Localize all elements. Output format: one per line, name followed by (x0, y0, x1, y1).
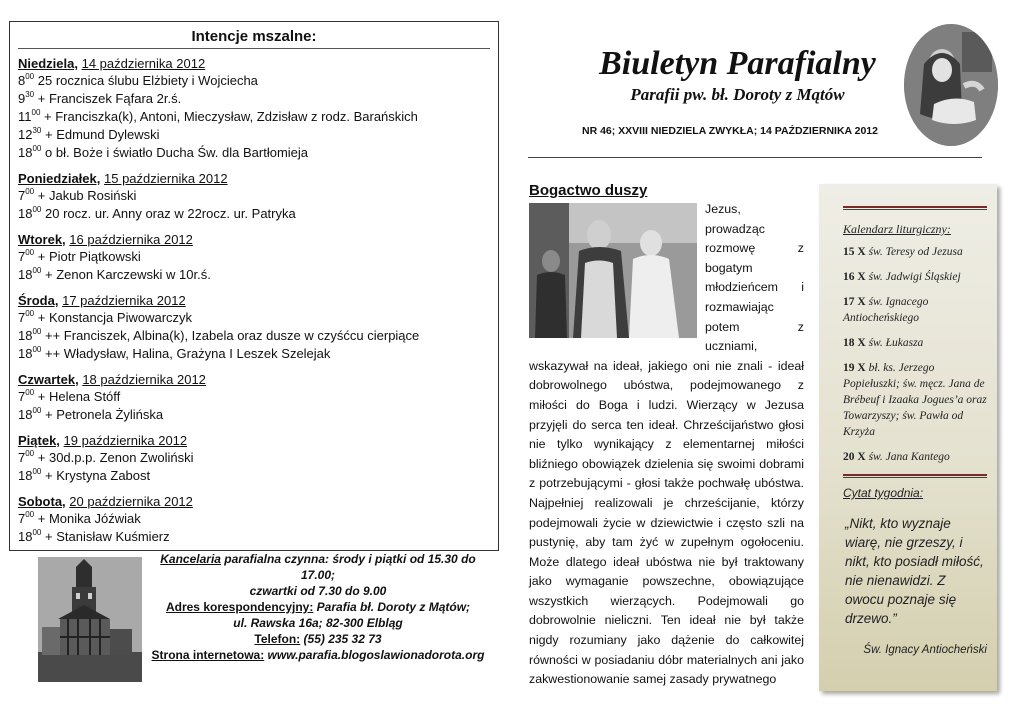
day-date: 18 października 2012 (82, 372, 206, 387)
intention-day-header (18, 231, 490, 248)
intention-hour: 12 (18, 127, 33, 142)
intention-day-header (18, 371, 490, 388)
intention-hour: 11 (18, 109, 32, 124)
intention-row (18, 528, 490, 546)
intention-day (10, 371, 498, 424)
intention-minutes: 00 (32, 204, 42, 214)
intention-day (10, 170, 498, 223)
liturgical-sidebar (819, 184, 997, 691)
intention-hour: 18 (18, 468, 33, 483)
intention-minutes: 00 (25, 186, 35, 196)
intention-row (18, 248, 490, 266)
day-name: Środa, (18, 293, 59, 308)
intention-minutes: 00 (25, 71, 35, 81)
intention-hour: 18 (18, 407, 33, 422)
intention-hour: 18 (18, 206, 33, 221)
article-body (529, 200, 804, 690)
intention-day (10, 55, 498, 162)
day-name: Sobota, (18, 494, 66, 509)
header-divider (528, 157, 982, 158)
painting-illustration (529, 203, 697, 338)
quote-title: Cytat tygodnia: (843, 486, 924, 500)
calendar-date: 17 X (843, 296, 866, 308)
intention-row (18, 345, 490, 363)
intention-minutes: 00 (32, 265, 42, 275)
intention-minutes: 00 (32, 466, 42, 476)
intention-text: + Franciszka(k), Antoni, Mieczysław, Zdzisław z rodz. Barańskich (44, 109, 418, 124)
calendar-date: 18 X (843, 337, 866, 349)
calendar-saint: św. Łukasza (865, 337, 924, 349)
intention-day (10, 292, 498, 363)
calendar-saint: św. Teresy od Jezusa (865, 246, 963, 258)
intention-hour: 18 (18, 145, 33, 160)
intention-hour: 7 (18, 310, 26, 325)
mass-intentions-box (9, 21, 499, 551)
intention-text: ++ Władysław, Halina, Grażyna I Leszek Szelejak (45, 346, 331, 361)
intention-row (18, 327, 490, 345)
intention-text: + Stanisław Kuśmierz (45, 529, 170, 544)
intention-minutes: 30 (32, 125, 42, 135)
intention-row (18, 266, 490, 284)
intention-row (18, 90, 490, 108)
intention-text: + Monika Jóźwiak (37, 511, 141, 526)
calendar-saint: św. Jadwigi Śląskiej (865, 271, 961, 283)
intention-hour: 18 (18, 529, 33, 544)
intention-text: + Zenon Karczewski w 10r.ś. (45, 267, 211, 282)
intention-row (18, 406, 490, 424)
intention-day (10, 231, 498, 284)
intention-text: ++ Franciszek, Albina(k), Izabela oraz dusze w czyśćcu cierpiące (45, 328, 420, 343)
intentions-days (10, 55, 498, 546)
office-hours-label-rest: parafialna czynna: (220, 552, 330, 566)
intention-day-header (18, 432, 490, 449)
intention-text: + 30d.p.p. Zenon Zwoliński (37, 450, 194, 465)
day-date: 20 października 2012 (69, 494, 193, 509)
intention-text: 20 rocz. ur. Anny oraz w 22rocz. ur. Patryka (45, 206, 296, 221)
day-name: Poniedziałek, (18, 171, 101, 186)
phone-line (148, 631, 488, 647)
intention-hour: 18 (18, 346, 33, 361)
intention-text: + Helena Stóff (37, 389, 121, 404)
intention-day (10, 432, 498, 485)
phone-label: Telefon: (254, 632, 301, 646)
intention-hour: 8 (18, 73, 26, 88)
intention-hour: 7 (18, 511, 26, 526)
intention-minutes: 30 (25, 89, 35, 99)
intention-minutes: 00 (25, 308, 35, 318)
intention-day-header (18, 493, 490, 510)
phone-value: (55) 235 32 73 (300, 632, 382, 646)
website-line (148, 647, 488, 663)
intention-text: + Jakub Rosiński (37, 188, 137, 203)
church-photo (38, 557, 142, 682)
intention-hour: 7 (18, 188, 26, 203)
intention-hour: 9 (18, 91, 26, 106)
intention-hour: 7 (18, 450, 26, 465)
day-name: Wtorek, (18, 232, 66, 247)
calendar-item (843, 449, 987, 465)
address-line2: ul. Rawska 16a; 82-300 Elbląg (233, 616, 403, 630)
intention-text: + Piotr Piątkowski (37, 249, 141, 264)
day-name: Czwartek, (18, 372, 79, 387)
website-label: Strona internetowa: (151, 648, 265, 662)
dorota-illustration (904, 24, 998, 146)
day-date: 17 października 2012 (62, 293, 186, 308)
intention-row (18, 449, 490, 467)
bulletin-subtitle: Parafii pw. bł. Doroty z Mątów (630, 85, 845, 104)
jesus-young-man-painting (529, 203, 697, 338)
intention-text: + Edmund Dylewski (45, 127, 160, 142)
intention-row (18, 144, 490, 162)
intention-text: + Franciszek Fąfara 2r.ś. (37, 91, 182, 106)
sidebar-top-rule (843, 206, 987, 210)
intention-minutes: 00 (25, 509, 35, 519)
intention-minutes: 00 (32, 527, 42, 537)
intention-text: + Krystyna Zabost (45, 468, 151, 483)
calendar-date: 19 X (843, 362, 866, 374)
calendar-item (843, 269, 987, 285)
intention-hour: 18 (18, 328, 33, 343)
day-name: Piątek, (18, 433, 60, 448)
calendar-date: 20 X (843, 451, 866, 463)
address-label: Adres korespondencyjny: (165, 600, 314, 614)
office-hours-line1 (148, 551, 488, 583)
intention-row (18, 205, 490, 223)
calendar-item (843, 244, 987, 260)
intention-minutes: 00 (25, 387, 35, 397)
article-title: Bogactwo duszy (529, 182, 648, 199)
intention-row (18, 187, 490, 205)
intention-hour: 18 (18, 267, 33, 282)
quote-text: „Nikt, kto wyznaje wiarę, nie grzeszy, i nikt, kto posiadł miłość, nie nienawidzi. Z owocu poznaje się drzewo.” (845, 516, 984, 626)
bulletin-issue: NR 46; XXVIII NIEDZIELA ZWYKŁA; 14 PAŹDZIERNIKA 2012 (582, 125, 878, 137)
intention-day (10, 493, 498, 546)
article-text: Jezus, prowadząc rozmowę z bogatym młodzieńcem i rozmawiając potem z uczniami, wskazywał na ideał, jakiego oni nie znali - ideał dobrowolnego ubóstwa, podejmowanego z miłości do Boga i ludzi. Wierzący w Jezusa przyjęli do serca ten ideał. Chrześcijaństwo głosi nie tylko wynikający z elementarnej miłości bliźniego obowiązek dzielenia się swoimi dobrami z potrzebującymi - głosi także pochwałę ubóstwa. Najpełniej realizowali je chrześcijanie, którzy podejmowali życie w dziewictwie i często szli na pustynię, aby tam żyć w zupełnym ogołoceniu. Może dlatego ideał ubóstwa nie był traktowany jako wymaganie powszechne, obowiązujące wszystkich wierzących. Podejmowali go dobrowolnie nieliczni. Ten ideał nie był także nigdy rozumiany jako dążenie do całkowitej równości w posiadaniu dóbr materialnych ani jako zakwestionowanie samej zasady prywatnego (529, 202, 804, 687)
intention-minutes: 00 (25, 247, 35, 257)
calendar-item (843, 360, 987, 440)
intention-text: 25 rocznica ślubu Elżbiety i Wojciecha (37, 73, 258, 88)
intention-minutes: 00 (32, 344, 42, 354)
intention-day-header (18, 55, 490, 72)
intention-text: + Petronela Żylińska (45, 407, 164, 422)
calendar-item (843, 294, 987, 326)
intention-row (18, 126, 490, 144)
intention-row (18, 108, 490, 126)
address-line1 (148, 599, 488, 615)
calendar-list (843, 244, 987, 465)
calendar-date: 16 X (843, 271, 866, 283)
day-date: 15 października 2012 (104, 171, 228, 186)
intention-text: + Konstancja Piwowarczyk (37, 310, 193, 325)
office-info (148, 551, 488, 663)
office-hours-value1: środy i piątki od 15.30 do 17.00; (300, 552, 476, 582)
intention-minutes: 00 (32, 326, 42, 336)
intention-hour: 7 (18, 249, 26, 264)
intention-minutes: 00 (32, 143, 42, 153)
address-value1: Parafia bł. Doroty z Mątów; (313, 600, 471, 614)
intention-hour: 7 (18, 389, 26, 404)
intention-day-header (18, 170, 490, 187)
intention-row (18, 510, 490, 528)
intention-row (18, 72, 490, 90)
bulletin-title: Biuletyn Parafialny (599, 45, 876, 82)
intention-day-header (18, 292, 490, 309)
day-name: Niedziela, (18, 56, 78, 71)
office-hours-line2: czwartki od 7.30 do 9.00 (249, 584, 387, 598)
calendar-title: Kalendarz liturgiczny: (843, 222, 951, 236)
church-illustration (38, 557, 142, 682)
sidebar-mid-rule (843, 474, 987, 478)
intentions-title: Intencje mszalne: (18, 22, 490, 49)
intention-row (18, 309, 490, 327)
office-hours-label: Kancelaria (160, 552, 221, 566)
intention-minutes: 00 (25, 448, 35, 458)
calendar-saint: św. Jana Kantego (865, 451, 950, 463)
website-link[interactable]: www.parafia.blogoslawionadorota.org (264, 648, 485, 662)
calendar-item (843, 335, 987, 351)
day-date: 19 października 2012 (63, 433, 188, 448)
intention-minutes: 00 (32, 405, 42, 415)
calendar-date: 15 X (843, 246, 866, 258)
quote-author: Św. Ignacy Antiocheński (863, 644, 987, 656)
intention-row (18, 388, 490, 406)
intention-minutes: 00 (31, 107, 41, 117)
day-date: 16 października 2012 (69, 232, 193, 247)
calendar-saint: św. Ignacego Antiocheńskiego (843, 296, 929, 324)
day-date: 14 października 2012 (81, 56, 206, 71)
intention-text: o bł. Boże i światło Ducha Św. dla Bartłomieja (45, 145, 309, 160)
calendar-saint: bł. ks. Jerzego Popiełuszki; św. męcz. Jana de Brébeuf i Izaaka Jogues’a oraz Towarzyszy; św. Pawła od Krzyża (843, 362, 987, 438)
blessed-dorota-image (904, 24, 998, 146)
intention-row (18, 467, 490, 485)
